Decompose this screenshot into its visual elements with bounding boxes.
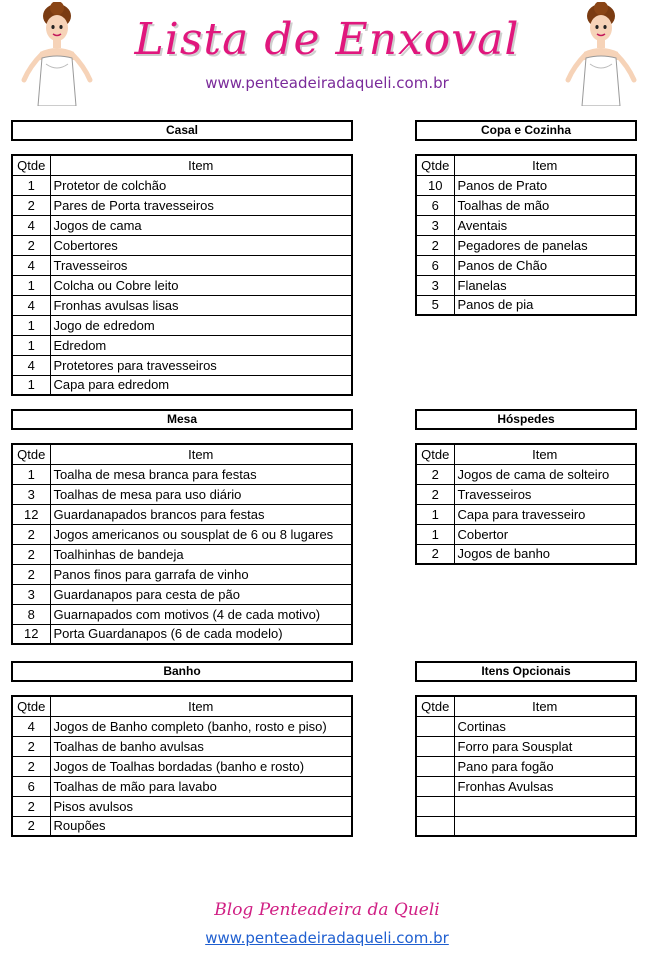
footer-site-link[interactable]: www.penteadeiradaqueli.com.br (205, 929, 449, 947)
table-row (12, 464, 352, 484)
row-qty (416, 716, 454, 736)
row-item: Colcha ou Cobre leito (50, 275, 352, 295)
row-item: Fronhas Avulsas (454, 776, 636, 796)
row-qty: 2 (416, 484, 454, 504)
row-item: Panos finos para garrafa de vinho (50, 564, 352, 584)
row-item: Panos de Prato (454, 175, 636, 195)
table-header-row (12, 444, 352, 464)
table-row (12, 335, 352, 355)
row-qty: 1 (416, 524, 454, 544)
row-item: Capa para edredom (50, 375, 352, 395)
table-row (12, 175, 352, 195)
row-item: Pano para fogão (454, 756, 636, 776)
row-item: Forro para Sousplat (454, 736, 636, 756)
row-qty: 1 (12, 335, 50, 355)
row-item: Fronhas avulsas lisas (50, 295, 352, 315)
row-item: Capa para travesseiro (454, 504, 636, 524)
row-qty: 4 (12, 215, 50, 235)
row-qty: 1 (12, 275, 50, 295)
table-row (416, 484, 636, 504)
row-item (454, 796, 636, 816)
table-row (12, 315, 352, 335)
row-qty: 2 (12, 736, 50, 756)
column-header-qty: Qtde (12, 155, 50, 175)
table-row (12, 255, 352, 275)
table-header-row (12, 696, 352, 716)
row-item: Cortinas (454, 716, 636, 736)
column-header-item: Item (454, 444, 636, 464)
row-qty: 12 (12, 504, 50, 524)
row-item: Guardanapados brancos para festas (50, 504, 352, 524)
table-copa (415, 154, 637, 316)
table-row (12, 195, 352, 215)
row-qty: 6 (416, 195, 454, 215)
row-qty (416, 776, 454, 796)
table-row (416, 736, 636, 756)
row-item: Panos de pia (454, 295, 636, 315)
column-header-item: Item (454, 155, 636, 175)
table-row (12, 776, 352, 796)
row-qty: 2 (12, 564, 50, 584)
row-item: Protetores para travesseiros (50, 355, 352, 375)
row-qty: 1 (12, 464, 50, 484)
row-qty: 5 (416, 295, 454, 315)
table-row (12, 484, 352, 504)
row-qty: 10 (416, 175, 454, 195)
table-row (12, 816, 352, 836)
row-item: Toalhas de mesa para uso diário (50, 484, 352, 504)
row-qty: 3 (416, 215, 454, 235)
row-qty: 2 (12, 816, 50, 836)
row-item: Toalhas de mão para lavabo (50, 776, 352, 796)
row-item: Aventais (454, 215, 636, 235)
row-qty: 4 (12, 355, 50, 375)
site-url-top[interactable]: www.penteadeiradaqueli.com.br (205, 74, 449, 92)
table-row (12, 215, 352, 235)
table-row (416, 776, 636, 796)
table-header-row (416, 444, 636, 464)
section-title-opcionais: Itens Opcionais (415, 661, 637, 682)
table-row (12, 524, 352, 544)
row-item: Pegadores de panelas (454, 235, 636, 255)
row-item: Travesseiros (50, 255, 352, 275)
table-row (12, 544, 352, 564)
row-item: Roupões (50, 816, 352, 836)
row-item: Cobertores (50, 235, 352, 255)
table-row (12, 295, 352, 315)
row-qty (416, 816, 454, 836)
table-row (12, 504, 352, 524)
table-row (416, 235, 636, 255)
row-item: Panos de Chão (454, 255, 636, 275)
row-item: Jogos de Banho completo (banho, rosto e piso) (50, 716, 352, 736)
row-item: Toalhinhas de bandeja (50, 544, 352, 564)
column-header-qty: Qtde (416, 696, 454, 716)
row-qty: 3 (12, 484, 50, 504)
row-item: Edredom (50, 335, 352, 355)
table-row (416, 524, 636, 544)
row-item: Pares de Porta travesseiros (50, 195, 352, 215)
row-item: Jogo de edredom (50, 315, 352, 335)
table-row (416, 215, 636, 235)
table-row (416, 295, 636, 315)
row-qty: 4 (12, 716, 50, 736)
table-row (12, 375, 352, 395)
row-qty: 2 (416, 544, 454, 564)
row-item: Toalha de mesa branca para festas (50, 464, 352, 484)
column-header-item: Item (454, 696, 636, 716)
row-qty: 1 (12, 175, 50, 195)
table-row (12, 716, 352, 736)
row-item: Jogos americanos ou sousplat de 6 ou 8 lugares (50, 524, 352, 544)
table-row (416, 544, 636, 564)
table-casal (11, 154, 353, 396)
row-item (454, 816, 636, 836)
row-qty: 2 (12, 544, 50, 564)
table-row (12, 624, 352, 644)
table-row (12, 796, 352, 816)
table-banho (11, 695, 353, 837)
row-qty (416, 756, 454, 776)
row-qty: 4 (12, 255, 50, 275)
section-title-copa: Copa e Cozinha (415, 120, 637, 141)
row-item: Guarnapados com motivos (4 de cada motivo) (50, 604, 352, 624)
row-item: Jogos de cama (50, 215, 352, 235)
table-header-row (12, 155, 352, 175)
row-qty: 2 (12, 524, 50, 544)
row-item: Jogos de cama de solteiro (454, 464, 636, 484)
table-row (12, 584, 352, 604)
row-qty: 3 (12, 584, 50, 604)
row-item: Jogos de Toalhas bordadas (banho e rosto) (50, 756, 352, 776)
column-header-qty: Qtde (12, 444, 50, 464)
column-header-item: Item (50, 696, 352, 716)
table-hospedes (415, 443, 637, 565)
section-title-hospedes: Hóspedes (415, 409, 637, 430)
row-qty: 1 (12, 375, 50, 395)
row-item: Porta Guardanapos (6 de cada modelo) (50, 624, 352, 644)
row-qty: 1 (12, 315, 50, 335)
row-qty: 1 (416, 504, 454, 524)
column-header-qty: Qtde (12, 696, 50, 716)
table-row (12, 275, 352, 295)
table-row (416, 195, 636, 215)
table-row (416, 716, 636, 736)
table-row (12, 235, 352, 255)
row-qty: 2 (12, 756, 50, 776)
table-row (416, 796, 636, 816)
row-item: Toalhas de mão (454, 195, 636, 215)
column-header-qty: Qtde (416, 444, 454, 464)
row-qty: 3 (416, 275, 454, 295)
column-header-item: Item (50, 444, 352, 464)
section-title-banho: Banho (11, 661, 353, 682)
row-qty: 2 (12, 195, 50, 215)
row-item: Guardanapos para cesta de pão (50, 584, 352, 604)
column-header-item: Item (50, 155, 352, 175)
row-item: Protetor de colchão (50, 175, 352, 195)
row-item: Pisos avulsos (50, 796, 352, 816)
section-title-casal: Casal (11, 120, 353, 141)
table-mesa (11, 443, 353, 645)
row-qty: 2 (12, 235, 50, 255)
row-item: Travesseiros (454, 484, 636, 504)
table-row (416, 275, 636, 295)
row-item: Jogos de banho (454, 544, 636, 564)
table-row (416, 255, 636, 275)
table-header-row (416, 155, 636, 175)
row-item: Toalhas de banho avulsas (50, 736, 352, 756)
row-item: Cobertor (454, 524, 636, 544)
header (0, 0, 654, 110)
row-qty: 2 (416, 235, 454, 255)
footer-blog-name: Blog Penteadeira da Queli (214, 900, 440, 920)
row-qty: 6 (12, 776, 50, 796)
row-qty: 4 (12, 295, 50, 315)
row-qty (416, 736, 454, 756)
table-row (416, 816, 636, 836)
table-row (12, 564, 352, 584)
table-row (416, 464, 636, 484)
table-row (12, 604, 352, 624)
row-item: Flanelas (454, 275, 636, 295)
table-row (12, 756, 352, 776)
row-qty (416, 796, 454, 816)
row-qty: 8 (12, 604, 50, 624)
table-row (12, 355, 352, 375)
table-opcionais (415, 695, 637, 837)
row-qty: 2 (12, 796, 50, 816)
page-title: Lista de Enxoval (134, 14, 520, 65)
section-title-mesa: Mesa (11, 409, 353, 430)
row-qty: 12 (12, 624, 50, 644)
column-header-qty: Qtde (416, 155, 454, 175)
table-row (416, 504, 636, 524)
table-row (416, 756, 636, 776)
row-qty: 2 (416, 464, 454, 484)
row-qty: 6 (416, 255, 454, 275)
table-row (12, 736, 352, 756)
table-row (416, 175, 636, 195)
table-header-row (416, 696, 636, 716)
